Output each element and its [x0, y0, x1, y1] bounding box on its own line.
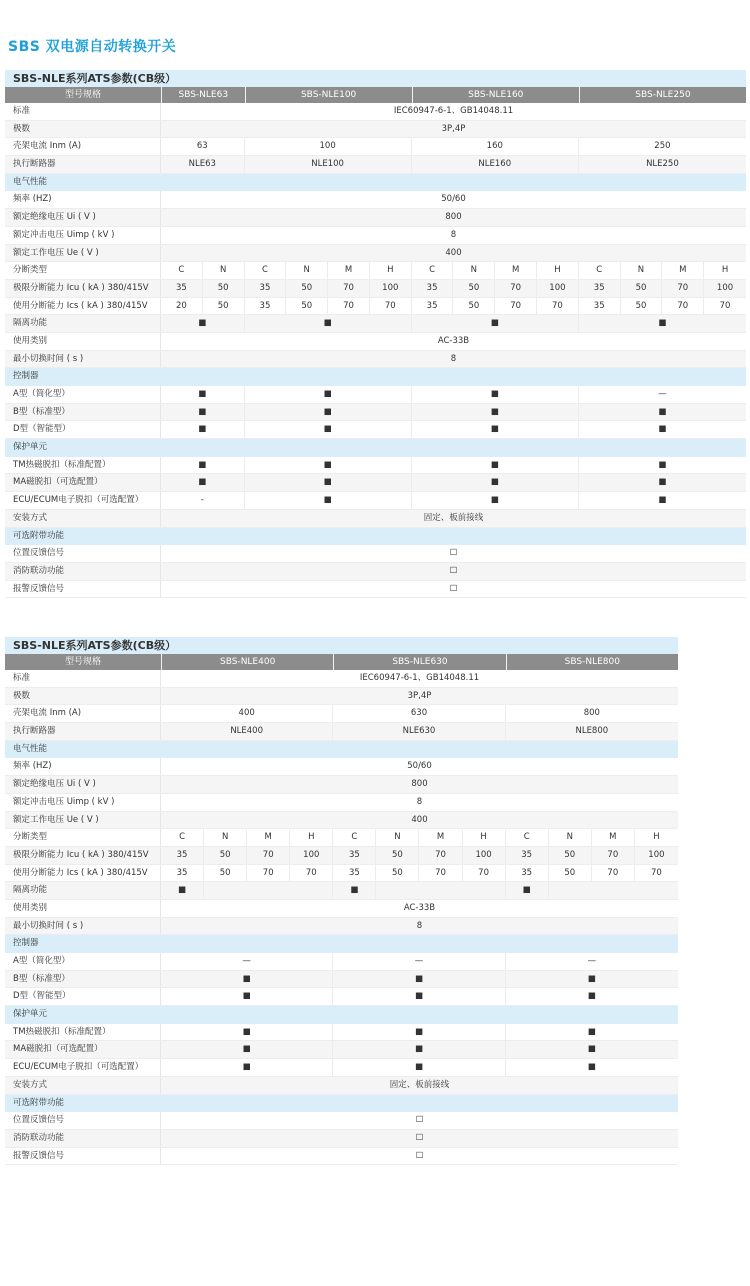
row-label: 额定绝缘电压 Ui ( V ): [5, 776, 161, 793]
table-cell: 70: [719, 300, 731, 311]
table-cell: [549, 882, 678, 899]
table-cell: NLE800: [575, 726, 609, 737]
table-cell: 50: [549, 865, 592, 882]
section-subheader: 保护单元: [5, 439, 746, 457]
filled-square-icon: ■: [412, 492, 579, 509]
table-cell: [204, 882, 333, 899]
table-row: [5, 492, 746, 510]
table-cell: 50: [286, 298, 328, 315]
table-cell: 70: [419, 847, 462, 864]
table-cell: 35: [333, 847, 376, 864]
table-cell: 3P,4P: [441, 123, 466, 134]
table-cell: 100: [370, 280, 412, 297]
filled-square-icon: ■: [245, 315, 412, 332]
row-label: 极数: [5, 121, 161, 138]
table-row: [5, 829, 678, 847]
filled-square-icon: ■: [333, 971, 505, 988]
filled-square-icon: ■: [658, 459, 667, 470]
table-cell: 50: [203, 280, 245, 297]
row-label: TM热磁脱扣（标准配置）: [5, 1024, 161, 1041]
table-cell: H: [370, 262, 412, 279]
filled-square-icon: ■: [161, 386, 245, 403]
table-cell: C: [333, 829, 376, 846]
table-row: [5, 421, 746, 439]
table-cell: C: [245, 262, 287, 279]
filled-square-icon: ■: [245, 492, 412, 509]
table-row: [5, 882, 678, 900]
filled-square-icon: ■: [658, 318, 667, 329]
table-row: [5, 227, 746, 245]
row-label: 壳架电流 Inm (A): [5, 705, 161, 722]
header-model: SBS-NLE63: [161, 87, 245, 103]
row-label: 标准: [5, 103, 161, 120]
row-label: 极限分断能力 Icu ( kA ) 380/415V: [5, 280, 161, 297]
table-cell: C: [161, 262, 203, 279]
filled-square-icon: ■: [658, 406, 667, 417]
row-label: 位置反馈信号: [5, 1112, 161, 1129]
spec-table-section-2: [5, 637, 678, 1165]
row-label: 额定工作电压 Ue ( V ): [5, 245, 161, 262]
table-cell: 35: [161, 280, 203, 297]
table-cell: M: [662, 262, 704, 279]
table-cell: 70: [662, 280, 704, 297]
table-row: [5, 138, 746, 156]
row-label: MA磁脱扣（可选配置）: [5, 1041, 161, 1058]
row-label: ECU/ECUM电子脱扣（可选配置）: [5, 492, 161, 509]
section-subheader: 控制器: [5, 368, 746, 386]
section-subheader: 可选附带功能: [5, 1095, 678, 1113]
row-label: 执行断路器: [5, 156, 161, 173]
table-cell: 400: [411, 814, 428, 825]
filled-square-icon: ■: [333, 1059, 505, 1076]
table-cell: 100: [648, 849, 665, 860]
table-cell: M: [419, 829, 462, 846]
row-label: 报警反馈信号: [5, 1148, 161, 1165]
table-row: [5, 953, 678, 971]
row-label: 频率 (HZ): [5, 758, 161, 775]
table-cell: NLE400: [161, 723, 333, 740]
table-cell: 70: [592, 865, 635, 882]
table-row: [5, 103, 746, 121]
table-cell: IEC60947-6-1、GB14048.11: [359, 673, 480, 683]
table-cell: 70: [328, 298, 370, 315]
filled-square-icon: ■: [333, 1041, 505, 1058]
table-cell: NLE63: [161, 156, 245, 173]
table-row: [5, 1112, 678, 1130]
filled-square-icon: ■: [161, 971, 333, 988]
header-model: SBS-NLE160: [412, 87, 579, 103]
table-row: [5, 723, 678, 741]
table-header-row: [5, 654, 678, 670]
table-cell: 35: [579, 280, 621, 297]
table-row: [5, 900, 678, 918]
table-cell: 100: [290, 847, 333, 864]
row-label: 极限分断能力 Icu ( kA ) 380/415V: [5, 847, 161, 864]
table-cell: N: [286, 262, 328, 279]
table-cell: 50: [621, 280, 663, 297]
table-cell: 70: [290, 865, 333, 882]
filled-square-icon: ■: [658, 477, 667, 488]
table-cell: H: [653, 832, 660, 843]
table-cell: 100: [537, 280, 579, 297]
filled-square-icon: ■: [161, 474, 245, 491]
table-row: [5, 1059, 678, 1077]
filled-square-icon: ■: [412, 404, 579, 421]
spec-table-section-1: [5, 70, 746, 598]
header-label: 型号规格: [64, 90, 101, 100]
table-row: [5, 705, 678, 723]
row-label: ECU/ECUM电子脱扣（可选配置）: [5, 1059, 161, 1076]
filled-square-icon: ■: [161, 1041, 333, 1058]
table-row: [5, 545, 746, 563]
table-cell: H: [463, 829, 506, 846]
table-cell: 50/60: [407, 761, 432, 772]
table-cell: 50: [376, 865, 419, 882]
table-row: [5, 121, 746, 139]
filled-square-icon: ■: [587, 1044, 596, 1055]
table-row: [5, 776, 678, 794]
empty-checkbox-icon: ☐: [449, 548, 458, 559]
table-cell: N: [549, 829, 592, 846]
row-label: 安装方式: [5, 1077, 161, 1094]
filled-square-icon: ■: [412, 315, 579, 332]
table-cell: 70: [495, 280, 537, 297]
table-row: [5, 971, 678, 989]
table-cell: N: [453, 262, 495, 279]
table-cell: N: [203, 262, 245, 279]
table-cell: 35: [506, 847, 549, 864]
table-row: [5, 581, 746, 599]
section-subheader: 可选附带功能: [5, 528, 746, 546]
section-subheader: 保护单元: [5, 1006, 678, 1024]
table-cell: C: [579, 262, 621, 279]
table-cell: 50: [376, 847, 419, 864]
table-row: [5, 351, 746, 369]
row-label: MA磁脱扣（可选配置）: [5, 474, 161, 491]
row-label: 标准: [5, 670, 161, 687]
table-cell: C: [161, 829, 204, 846]
table-cell: 400: [445, 247, 462, 258]
table-cell: 50: [621, 298, 663, 315]
row-label: 极数: [5, 688, 161, 705]
table-row: [5, 191, 746, 209]
row-label: D型（智能型）: [5, 421, 161, 438]
table-cell: M: [328, 262, 370, 279]
table-cell: 50: [453, 280, 495, 297]
table-cell: 70: [247, 847, 290, 864]
row-label: 使用类别: [5, 900, 161, 917]
table-cell: H: [721, 265, 729, 276]
filled-square-icon: ■: [587, 1026, 596, 1037]
row-label: 最小切换时间 ( s ): [5, 351, 161, 368]
header-model: SBS-NLE250: [579, 87, 746, 103]
table-row: [5, 1148, 678, 1166]
page-title: SBS 双电源自动转换开关: [8, 39, 177, 55]
table-header-row: [5, 87, 746, 103]
table-cell: 35: [506, 865, 549, 882]
filled-square-icon: ■: [245, 386, 412, 403]
table-title: SBS-NLE系列ATS参数(CB级）: [5, 637, 678, 654]
filled-square-icon: ■: [245, 421, 412, 438]
row-label: 安装方式: [5, 510, 161, 527]
table-row: [5, 245, 746, 263]
table-cell: 固定、板前接线: [389, 1079, 450, 1090]
table-cell: 70: [419, 865, 462, 882]
table-row: [5, 1077, 678, 1095]
empty-checkbox-icon: ☐: [449, 565, 458, 576]
table-cell: 70: [537, 298, 579, 315]
table-cell: C: [412, 262, 454, 279]
table-cell: C: [506, 829, 549, 846]
table-cell: 800: [583, 708, 600, 719]
table-cell: 50: [203, 298, 245, 315]
filled-square-icon: ■: [658, 495, 667, 506]
table-cell: 63: [161, 138, 245, 155]
row-label: TM热磁脱扣（标准配置）: [5, 457, 161, 474]
row-label: 壳架电流 Inm (A): [5, 138, 161, 155]
filled-square-icon: ■: [412, 474, 579, 491]
table-row: [5, 474, 746, 492]
table-row: [5, 847, 678, 865]
table-cell: 630: [333, 705, 505, 722]
row-label: 报警反馈信号: [5, 581, 161, 598]
table-row: [5, 670, 678, 688]
filled-square-icon: ■: [161, 457, 245, 474]
table-row: [5, 457, 746, 475]
table-cell: 70: [592, 847, 635, 864]
table-cell: N: [204, 829, 247, 846]
table-cell: NLE250: [646, 159, 679, 170]
table-cell: AC-33B: [437, 335, 470, 346]
table-row: [5, 298, 746, 316]
filled-square-icon: ■: [161, 882, 204, 899]
table-cell: 8: [416, 796, 423, 807]
header-model: SBS-NLE800: [506, 654, 678, 670]
empty-checkbox-icon: ☐: [415, 1115, 424, 1126]
filled-square-icon: ■: [333, 988, 505, 1005]
table-cell: —: [587, 956, 597, 966]
filled-square-icon: ■: [412, 421, 579, 438]
row-label: 消防联动功能: [5, 563, 161, 580]
table-cell: 70: [495, 298, 537, 315]
table-cell: 70: [662, 298, 704, 315]
filled-square-icon: ■: [587, 991, 596, 1002]
filled-square-icon: ■: [161, 404, 245, 421]
table-cell: 3P,4P: [407, 690, 432, 701]
table-cell: 70: [247, 865, 290, 882]
table-cell: —: [658, 389, 667, 399]
row-label: B型（标准型）: [5, 971, 161, 988]
row-label: D型（智能型）: [5, 988, 161, 1005]
filled-square-icon: ■: [333, 1024, 505, 1041]
table-cell: 8: [450, 229, 457, 240]
table-cell: 35: [412, 298, 454, 315]
filled-square-icon: ■: [412, 386, 579, 403]
table-cell: 70: [370, 298, 412, 315]
section-subheader: 电气性能: [5, 741, 678, 759]
row-label: A型（简化型）: [5, 386, 161, 403]
filled-square-icon: ■: [161, 988, 333, 1005]
filled-square-icon: ■: [506, 882, 549, 899]
section-subheader: 控制器: [5, 935, 678, 953]
table-row: [5, 688, 678, 706]
row-label: 额定冲击电压 Uimp ( kV ): [5, 227, 161, 244]
table-cell: M: [592, 829, 635, 846]
table-row: [5, 209, 746, 227]
row-label: 隔离功能: [5, 882, 161, 899]
filled-square-icon: ■: [333, 882, 376, 899]
table-cell: 8: [450, 353, 457, 364]
table-cell: 35: [245, 280, 287, 297]
table-cell: 50: [286, 280, 328, 297]
table-cell: 20: [161, 298, 203, 315]
empty-checkbox-icon: ☐: [449, 583, 458, 594]
table-cell: —: [161, 953, 333, 970]
table-cell: 35: [161, 865, 204, 882]
filled-square-icon: ■: [412, 457, 579, 474]
table-cell: 800: [411, 779, 428, 790]
filled-square-icon: ■: [587, 973, 596, 984]
table-cell: 35: [245, 298, 287, 315]
filled-square-icon: ■: [245, 404, 412, 421]
table-cell: 800: [445, 212, 462, 223]
table-cell: 35: [161, 847, 204, 864]
table-row: [5, 794, 678, 812]
table-row: [5, 404, 746, 422]
table-row: [5, 865, 678, 883]
table-cell: N: [376, 829, 419, 846]
filled-square-icon: ■: [658, 424, 667, 435]
filled-square-icon: ■: [161, 1059, 333, 1076]
table-cell: 100: [463, 847, 506, 864]
table-cell: 固定、板前接线: [423, 512, 484, 523]
table-cell: 35: [579, 298, 621, 315]
row-label: 频率 (HZ): [5, 191, 161, 208]
table-cell: H: [537, 262, 579, 279]
table-cell: 70: [650, 867, 662, 878]
row-label: 消防联动功能: [5, 1130, 161, 1147]
empty-checkbox-icon: ☐: [415, 1150, 424, 1161]
row-label: 分断类型: [5, 262, 161, 279]
table-row: [5, 386, 746, 404]
row-label: 隔离功能: [5, 315, 161, 332]
table-cell: -: [161, 492, 245, 509]
table-cell: 50: [453, 298, 495, 315]
table-cell: 100: [245, 138, 412, 155]
table-row: [5, 510, 746, 528]
filled-square-icon: ■: [587, 1062, 596, 1073]
table-row: [5, 563, 746, 581]
filled-square-icon: ■: [161, 315, 245, 332]
table-row: [5, 315, 746, 333]
table-cell: 160: [412, 138, 579, 155]
section-subheader: 电气性能: [5, 174, 746, 192]
table-cell: 50: [204, 847, 247, 864]
table-cell: AC-33B: [403, 902, 436, 913]
table-cell: 35: [412, 280, 454, 297]
table-row: [5, 918, 678, 936]
table-cell: IEC60947-6-1、GB14048.11: [393, 106, 514, 116]
row-label: 使用类别: [5, 333, 161, 350]
table-title: SBS-NLE系列ATS参数(CB级）: [5, 70, 746, 87]
table-row: [5, 1130, 678, 1148]
table-row: [5, 1041, 678, 1059]
header-model: SBS-NLE630: [333, 654, 505, 670]
row-label: B型（标准型）: [5, 404, 161, 421]
table-row: [5, 1024, 678, 1042]
table-cell: H: [290, 829, 333, 846]
header-model: SBS-NLE100: [245, 87, 412, 103]
table-row: [5, 758, 678, 776]
row-label: 使用分断能力 Ics ( kA ) 380/415V: [5, 298, 161, 315]
table-cell: 50: [204, 865, 247, 882]
row-label: 最小切换时间 ( s ): [5, 918, 161, 935]
row-label: 执行断路器: [5, 723, 161, 740]
table-cell: NLE630: [333, 723, 505, 740]
table-row: [5, 333, 746, 351]
table-row: [5, 280, 746, 298]
table-row: [5, 262, 746, 280]
table-row: [5, 156, 746, 174]
table-cell: —: [333, 953, 505, 970]
table-cell: NLE100: [245, 156, 412, 173]
empty-checkbox-icon: ☐: [415, 1132, 424, 1143]
table-cell: 100: [716, 282, 734, 293]
table-cell: 50/60: [441, 194, 466, 205]
header-label: 型号规格: [64, 657, 101, 667]
row-label: 使用分断能力 Ics ( kA ) 380/415V: [5, 865, 161, 882]
table-cell: 50: [549, 847, 592, 864]
table-cell: [376, 882, 505, 899]
table-cell: 35: [333, 865, 376, 882]
table-cell: 250: [654, 141, 671, 152]
filled-square-icon: ■: [161, 1024, 333, 1041]
table-cell: 70: [463, 865, 506, 882]
row-label: 额定绝缘电压 Ui ( V ): [5, 209, 161, 226]
table-cell: 8: [416, 920, 423, 931]
table-cell: M: [247, 829, 290, 846]
table-cell: 400: [161, 705, 333, 722]
filled-square-icon: ■: [245, 474, 412, 491]
header-model: SBS-NLE400: [161, 654, 333, 670]
table-row: [5, 988, 678, 1006]
row-label: 额定冲击电压 Uimp ( kV ): [5, 794, 161, 811]
table-cell: NLE160: [412, 156, 579, 173]
table-cell: N: [621, 262, 663, 279]
row-label: 额定工作电压 Ue ( V ): [5, 812, 161, 829]
table-row: [5, 812, 678, 830]
table-cell: 70: [328, 280, 370, 297]
row-label: 分断类型: [5, 829, 161, 846]
row-label: 位置反馈信号: [5, 545, 161, 562]
table-cell: M: [495, 262, 537, 279]
filled-square-icon: ■: [245, 457, 412, 474]
filled-square-icon: ■: [161, 421, 245, 438]
row-label: A型（简化型）: [5, 953, 161, 970]
